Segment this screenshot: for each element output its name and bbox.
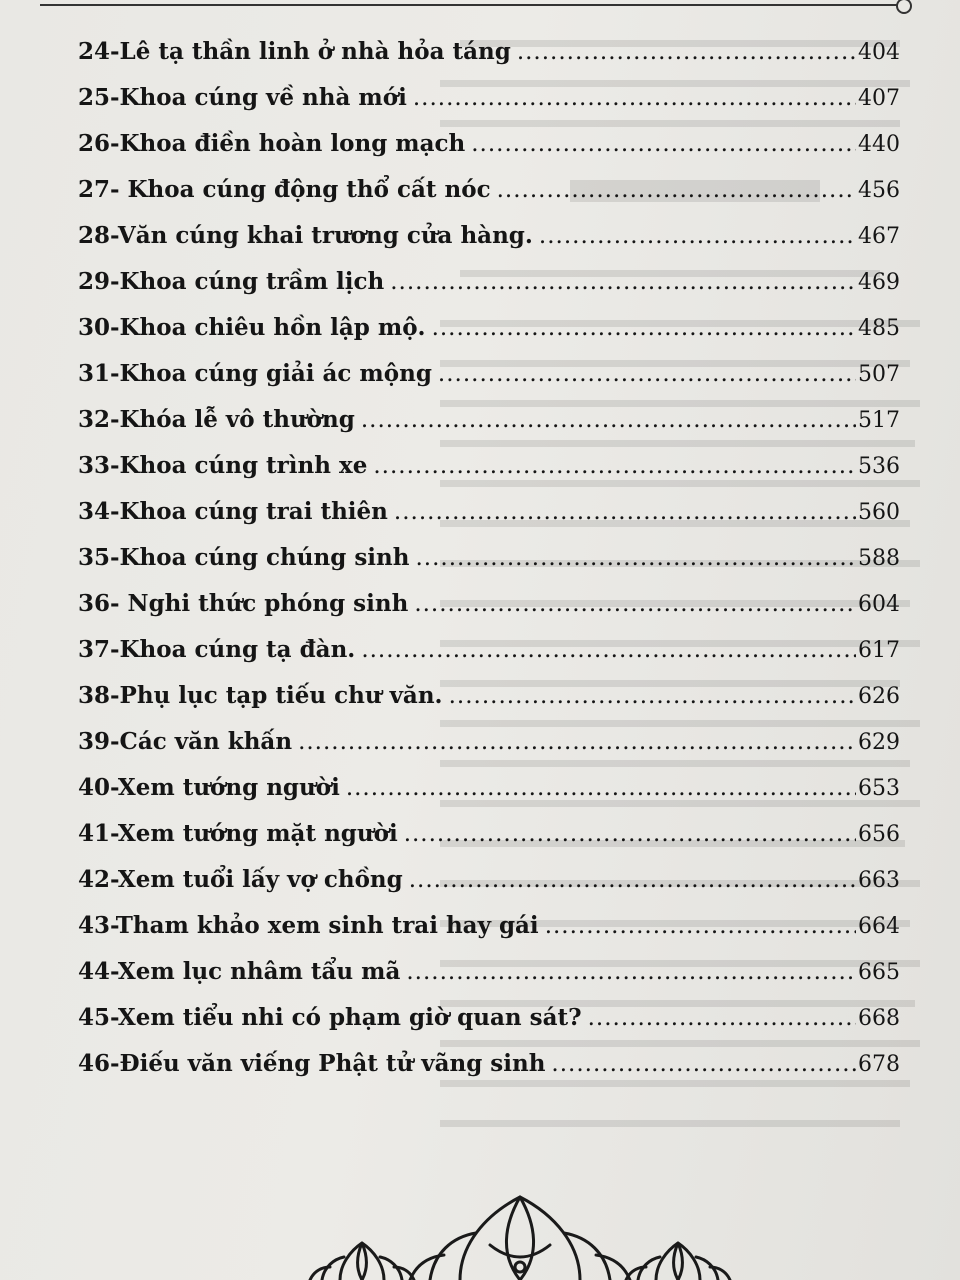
toc-entry-page: 629 [858, 730, 900, 755]
toc-entry-title: 42-Xem tuổi lấy vợ chồng [78, 866, 403, 893]
toc-entry [78, 912, 900, 952]
toc-entry-page: 440 [858, 132, 900, 157]
toc-entry [78, 314, 900, 354]
toc-entry [78, 1004, 900, 1044]
toc-entry-title: 25-Khoa cúng về nhà mới [78, 84, 407, 111]
toc-entry [78, 452, 900, 492]
toc-entry-page: 407 [858, 86, 900, 111]
toc-leader-dots [413, 85, 856, 111]
toc-entry-page: 469 [858, 270, 900, 295]
toc-entry-title: 41-Xem tướng mặt người [78, 820, 398, 847]
toc-leader-dots [517, 39, 856, 65]
toc-entry-title: 43-Tham khảo xem sinh trai hay gái [78, 912, 539, 939]
toc-entry-page: 656 [858, 822, 900, 847]
toc-leader-dots [406, 959, 856, 985]
toc-entry-page: 404 [858, 40, 900, 65]
toc-entry [78, 820, 900, 860]
toc-entry-title: 35-Khoa cúng chúng sinh [78, 544, 410, 571]
toc-entry-page: 560 [858, 500, 900, 525]
toc-entry [78, 590, 900, 630]
toc-entry-page: 536 [858, 454, 900, 479]
toc-leader-dots [497, 177, 856, 203]
toc-leader-dots [409, 867, 856, 893]
toc-entry-title: 24-Lê tạ thần linh ở nhà hỏa táng [78, 38, 511, 65]
toc-entry [78, 636, 900, 676]
toc-entry-page: 517 [858, 408, 900, 433]
toc-entry-title: 45-Xem tiểu nhi có phạm giờ quan sát? [78, 1004, 582, 1031]
toc-entry-title: 44-Xem lục nhâm tẩu mã [78, 958, 401, 985]
toc-entry [78, 406, 900, 446]
toc-entry [78, 130, 900, 170]
toc-leader-dots [471, 131, 856, 157]
toc-entry-title: 39-Các văn khấn [78, 728, 293, 755]
toc-entry-page: 604 [858, 592, 900, 617]
toc-entry-title: 27- Khoa cúng động thổ cất nóc [78, 176, 491, 203]
toc-leader-dots [415, 545, 856, 571]
toc-entry-page: 678 [858, 1052, 900, 1077]
toc-entry-page: 617 [858, 638, 900, 663]
toc-leader-dots [373, 453, 856, 479]
toc-entry-page: 507 [858, 362, 900, 387]
toc-leader-dots [588, 1005, 856, 1031]
toc-entry [78, 222, 900, 262]
top-border-ornament [896, 0, 912, 14]
toc-entry-title: 26-Khoa điền hoàn long mạch [78, 130, 466, 157]
toc-leader-dots [346, 775, 856, 801]
toc-entry-title: 46-Điếu văn viếng Phật tử vãng sinh [78, 1050, 546, 1077]
top-border-rule [40, 4, 902, 6]
toc-entry-title: 31-Khoa cúng giải ác mộng [78, 360, 432, 387]
toc-entry [78, 360, 900, 400]
toc-entry-title: 40-Xem tướng người [78, 774, 340, 801]
toc-leader-dots [539, 223, 856, 249]
toc-entry [78, 268, 900, 308]
toc-entry [78, 38, 900, 78]
toc-entry-page: 456 [858, 178, 900, 203]
toc-entry [78, 728, 900, 768]
toc-entry-page: 653 [858, 776, 900, 801]
toc-entry-title: 36- Nghi thức phóng sinh [78, 590, 409, 617]
toc-leader-dots [394, 499, 856, 525]
toc-entry-page: 664 [858, 914, 900, 939]
toc-entry-title: 37-Khoa cúng tạ đàn. [78, 636, 356, 663]
toc-entry-page: 467 [858, 224, 900, 249]
toc-entry-title: 38-Phụ lục tạp tiếu chư văn. [78, 682, 443, 709]
toc-entry-title: 29-Khoa cúng trầm lịch [78, 268, 385, 295]
toc-leader-dots [438, 361, 856, 387]
toc-entry [78, 958, 900, 998]
lotus-ornament-icon [300, 1185, 740, 1280]
toc-leader-dots [298, 729, 856, 755]
toc-leader-dots [449, 683, 856, 709]
toc-leader-dots [404, 821, 856, 847]
toc-entry [78, 682, 900, 722]
toc-entry [78, 1050, 900, 1090]
toc-entry-title: 30-Khoa chiêu hồn lập mộ. [78, 314, 426, 341]
toc-leader-dots [390, 269, 856, 295]
toc-entry-title: 33-Khoa cúng trình xe [78, 452, 368, 479]
toc-leader-dots [361, 637, 856, 663]
toc-entry-page: 626 [858, 684, 900, 709]
toc-entry [78, 866, 900, 906]
toc-entry-title: 34-Khoa cúng trai thiên [78, 498, 388, 525]
toc-leader-dots [432, 315, 856, 341]
toc-leader-dots [361, 407, 856, 433]
toc-entry [78, 176, 900, 216]
toc-entry-page: 665 [858, 960, 900, 985]
toc-leader-dots [414, 591, 856, 617]
toc-entry-title: 32-Khóa lễ vô thường [78, 406, 355, 433]
toc-entry [78, 498, 900, 538]
toc-entry-page: 485 [858, 316, 900, 341]
toc-entry-title: 28-Văn cúng khai trương cửa hàng. [78, 222, 533, 249]
toc-entry-page: 588 [858, 546, 900, 571]
toc-leader-dots [551, 1051, 856, 1077]
toc-entry [78, 84, 900, 124]
toc-entry-page: 663 [858, 868, 900, 893]
toc-leader-dots [545, 913, 856, 939]
toc-entry [78, 544, 900, 584]
toc-entry-page: 668 [858, 1006, 900, 1031]
toc-entry [78, 774, 900, 814]
